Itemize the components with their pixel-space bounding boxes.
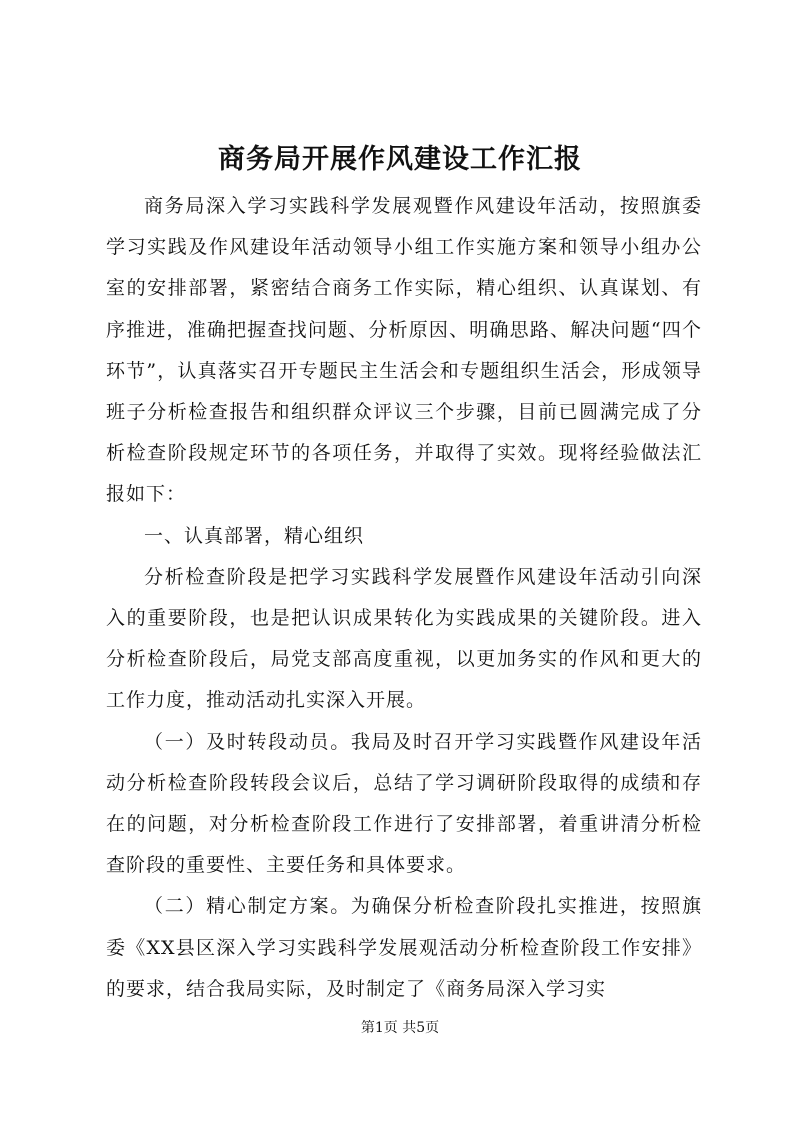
intro-paragraph: 商务局深入学习实践科学发展观暨作风建设年活动，按照旗委学习实践及作风建设年活动领导小组工作实施方案和领导小组办公室的安排部署，紧密结合商务工作实际，精心组织、认真谋划、有序推进，准确把握查找问题、分析原因、明确思路、解决问题“四个环节”，认真落实召开专题民主生活会和专题组织生活会，形成领导班子分析检查报告和组织群众评议三个步骤，目前已圆满完成了分析检查阶段规定环节的各项任务，并取得了实效。现将经验做法汇报如下： [106, 195, 702, 506]
document-body [106, 186, 702, 1010]
section-heading-1: 一、认真部署，精心组织 [144, 524, 365, 547]
page-footer: 第1页 共5页 [360, 1020, 440, 1036]
subsection-1-paragraph: （一）及时转段动员。我局及时召开学习实践暨作风建设年活动分析检查阶段转段会议后，总结了学习调研阶段取得的成绩和存在的问题，对分析检查阶段工作进行了安排部署，着重讲清分析检查阶段的重要性、主要任务和具体要求。 [106, 730, 702, 877]
document-title: 商务局开展作风建设工作汇报 [218, 144, 582, 175]
subsection-2-paragraph: （二）精心制定方案。为确保分析检查阶段扎实推进，按照旗委《XX县区深入学习实践科学发展观活动分析检查阶段工作安排》的要求，结合我局实际，及时制定了《商务局深入学习实 [106, 895, 702, 1000]
section-1-paragraph: 分析检查阶段是把学习实践科学发展暨作风建设年活动引向深入的重要阶段，也是把认识成果转化为实践成果的关键阶段。进入分析检查阶段后，局党支部高度重视，以更加务实的作风和更大的工作力度，推动活动扎实深入开展。 [106, 565, 702, 712]
